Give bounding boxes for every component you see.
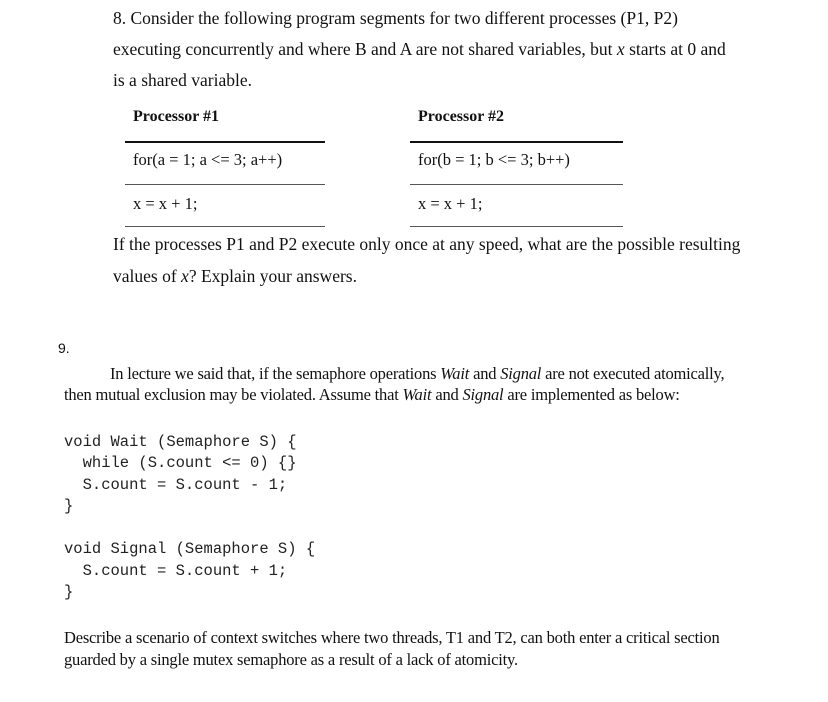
q9-number: 9. bbox=[58, 340, 70, 356]
table-rule-mid-left bbox=[125, 184, 325, 185]
q8-line-1: 8. Consider the following program segments for two different processes (P1, P2) bbox=[113, 8, 678, 28]
q8-line-3: is a shared variable. bbox=[113, 70, 252, 90]
processor-1-body: x = x + 1; bbox=[133, 194, 198, 213]
table-rule-mid-right bbox=[410, 184, 623, 185]
signal-code-line-1: void Signal (Semaphore S) { bbox=[64, 540, 316, 558]
processor-1-header: Processor #1 bbox=[133, 108, 220, 125]
q9-intro-line-2: then mutual exclusion may be violated. Assume that Wait and Signal are implemented as below: bbox=[64, 385, 680, 404]
signal-code-line-2: S.count = S.count + 1; bbox=[64, 562, 288, 580]
var-x: x bbox=[181, 266, 189, 286]
q9-closing-line-1: Describe a scenario of context switches where two threads, T1 and T2, can both enter a critical section bbox=[64, 628, 720, 647]
wait-code-line-3: S.count = S.count - 1; bbox=[64, 476, 288, 494]
signal-code-line-3: } bbox=[64, 583, 74, 601]
wait-code-line-1: void Wait (Semaphore S) { bbox=[64, 433, 297, 451]
processor-1-loop: for(a = 1; a <= 3; a++) bbox=[133, 150, 283, 169]
q8-question-line-1: If the processes P1 and P2 execute only once at any speed, what are the possible resulting bbox=[113, 234, 741, 254]
table-rule-bottom-right bbox=[410, 226, 623, 227]
q9-intro-line-1: In lecture we said that, if the semaphore operations Wait and Signal are not executed atomically, bbox=[110, 364, 725, 383]
wait-code-line-2: while (S.count <= 0) {} bbox=[64, 454, 297, 472]
q8-question-line-2: values of x? Explain your answers. bbox=[113, 266, 357, 286]
q8-line-2: executing concurrently and where B and A are not shared variables, but x starts at 0 and bbox=[113, 39, 726, 59]
table-rule-top-left bbox=[125, 141, 325, 143]
table-rule-top-right bbox=[410, 141, 623, 143]
table-rule-bottom-left bbox=[125, 226, 325, 227]
processor-2-header: Processor #2 bbox=[418, 108, 505, 125]
processor-2-loop: for(b = 1; b <= 3; b++) bbox=[418, 150, 570, 169]
var-x: x bbox=[616, 39, 625, 59]
q9-closing-line-2: guarded by a single mutex semaphore as a result of a lack of atomicity. bbox=[64, 650, 518, 669]
processor-2-body: x = x + 1; bbox=[418, 194, 483, 213]
wait-code-line-4: } bbox=[64, 497, 74, 515]
